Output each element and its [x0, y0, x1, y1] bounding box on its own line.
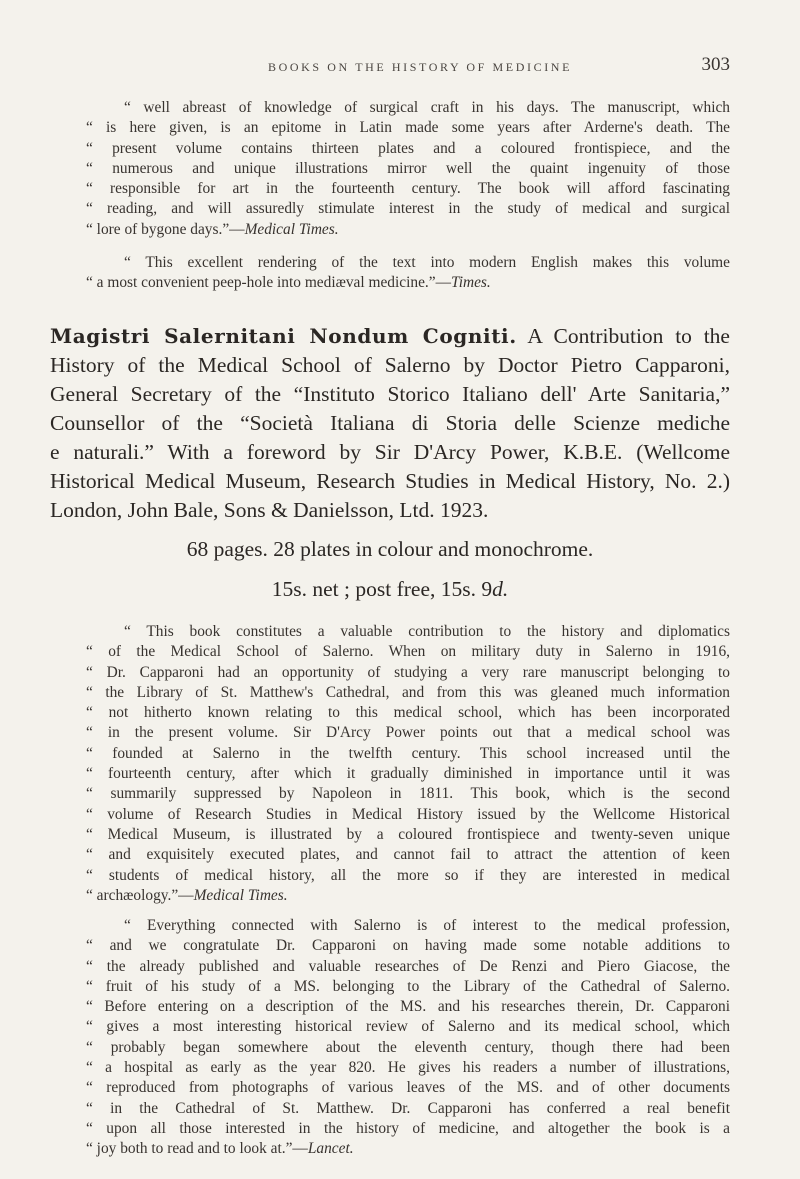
quote-text: “ a most convenient peep-hole into mediæval medicine.”—: [86, 274, 451, 292]
quote-line: “ fourteenth century, after which it gradually diminished in importance until it was: [86, 765, 730, 783]
quote-line: “ in the Cathedral of St. Matthew. Dr. Capparoni has conferred a real benefit: [86, 1099, 730, 1117]
quote-line: “ summarily suppressed by Napoleon in 1811. This book, which is the second: [86, 785, 730, 803]
page-header: [110, 54, 730, 78]
quote-text: “ archæology.”—: [86, 886, 194, 904]
quote-line: “ This book constitutes a valuable contribution to the history and diplomatics: [124, 623, 730, 640]
quote-line: “ volume of Research Studies in Medical History issued by the Wellcome Historical: [86, 805, 730, 823]
quote-line: “ of the Medical School of Salerno. When on military duty in Salerno in 1916,: [86, 643, 730, 661]
quote-line: “ Everything connected with Salerno is of interest to the medical profession,: [124, 917, 730, 934]
review-quote-1: [86, 98, 730, 240]
quote-line: “ not hitherto known relating to this medical school, which has been incorporated: [86, 704, 730, 722]
quote-line: “ This excellent rendering of the text into modern English makes this volume: [124, 254, 730, 271]
quote-line: “ numerous and unique illustrations mirror well the quaint ingenuity of those: [86, 159, 730, 177]
entry-line: e naturali.” With a foreword by Sir D'Arcy Power, K.B.E. (Wellcome: [50, 440, 730, 464]
quote-line: “ probably began somewhere about the eleventh century, though there had been: [86, 1038, 730, 1056]
quote-line: “ reproduced from photographs of various leaves of the MS. and of other documents: [86, 1079, 730, 1097]
quote-text: “ lore of bygone days.”—: [86, 220, 245, 238]
quote-line: “ and we congratulate Dr. Capparoni on having made some notable additions to: [86, 937, 730, 955]
quote-line: “ gives a most interesting historical review of Salerno and its medical school, which: [86, 1018, 730, 1036]
price-pence: d.: [492, 577, 509, 601]
quote-line: “ Before entering on a description of the MS. and his researches therein, Dr. Capparoni: [86, 998, 730, 1016]
price-line: [50, 577, 730, 602]
quote-line: “ present volume contains thirteen plates and a coloured frontispiece, and the: [86, 139, 730, 157]
quote-line: “ fruit of his study of a MS. belonging to the Library of the Cathedral of Salerno.: [86, 977, 730, 995]
review-quote-3: [86, 622, 730, 906]
review-quote-2: [86, 253, 730, 294]
running-head: BOOKS ON THE HISTORY OF MEDICINE: [268, 60, 572, 74]
book-title: Magistri Salernitani Nondum Cogniti.: [50, 324, 517, 348]
quote-line: “ Dr. Capparoni had an opportunity of studying a very rare manuscript belonging to: [86, 663, 730, 681]
price-text: 15s. net ; post free, 15s. 9: [271, 577, 493, 601]
quote-line: “ in the present volume. Sir D'Arcy Power points out that a medical school was: [86, 724, 730, 742]
entry-text: A Contribution to the: [527, 324, 730, 348]
entry-line: General Secretary of the “Instituto Storico Italiano dell' Arte Sanitaria,”: [50, 382, 730, 406]
quote-line: “ responsible for art in the fourteenth century. The book will afford fascinating: [86, 180, 730, 198]
book-entry: [50, 322, 730, 525]
quote-line: “ founded at Salerno in the twelfth century. This school increased until the: [86, 744, 730, 762]
quote-line: “ upon all those interested in the history of medicine, and altogether the book is a: [86, 1119, 730, 1137]
entry-line: Counsellor of the “Società Italiana di Storia delle Scienze mediche: [50, 411, 730, 435]
quote-line: “ the Library of St. Matthew's Cathedral, and from this was gleaned much information: [86, 683, 730, 701]
quote-source: Medical Times.: [244, 220, 339, 238]
quote-line: “ a hospital as early as the year 820. He gives his readers a number of illustrations,: [86, 1059, 730, 1077]
quote-line: “ and exquisitely executed plates, and cannot fail to attract the attention of keen: [86, 846, 730, 864]
quote-line-last: [86, 220, 730, 240]
review-quote-4: [86, 916, 730, 1160]
quote-line: “ Medical Museum, is illustrated by a coloured frontispiece and twenty-seven unique: [86, 825, 730, 843]
quote-line: “ students of medical history, all the more so if they are interested in medical: [86, 866, 730, 884]
entry-title-line: [50, 322, 730, 351]
quote-line-last: [86, 1139, 730, 1159]
quote-line: “ well abreast of knowledge of surgical craft in his days. The manuscript, which: [124, 99, 730, 116]
quote-line: “ reading, and will assuredly stimulate interest in the study of medical and surgical: [86, 200, 730, 218]
quote-source: Lancet.: [307, 1140, 354, 1158]
quote-source: Medical Times.: [193, 886, 288, 904]
quote-line-last: [86, 273, 730, 293]
quote-source: Times.: [451, 274, 491, 292]
entry-line: London, John Bale, Sons & Danielsson, Ltd. 1923.: [50, 498, 489, 522]
entry-line: History of the Medical School of Salerno by Doctor Pietro Capparoni,: [50, 353, 730, 377]
quote-line-last: [86, 886, 730, 906]
entry-line: Historical Medical Museum, Research Studies in Medical History, No. 2.): [50, 469, 730, 493]
page-number: 303: [701, 54, 730, 75]
quote-line: “ the already published and valuable researches of De Renzi and Piero Giacose, the: [86, 957, 730, 975]
page-count: 68 pages. 28 plates in colour and monochrome.: [186, 537, 594, 561]
quote-line: “ is here given, is an epitome in Latin made some years after Arderne's death. The: [86, 119, 730, 137]
quote-text: “ joy both to read and to look at.”—: [86, 1140, 308, 1158]
